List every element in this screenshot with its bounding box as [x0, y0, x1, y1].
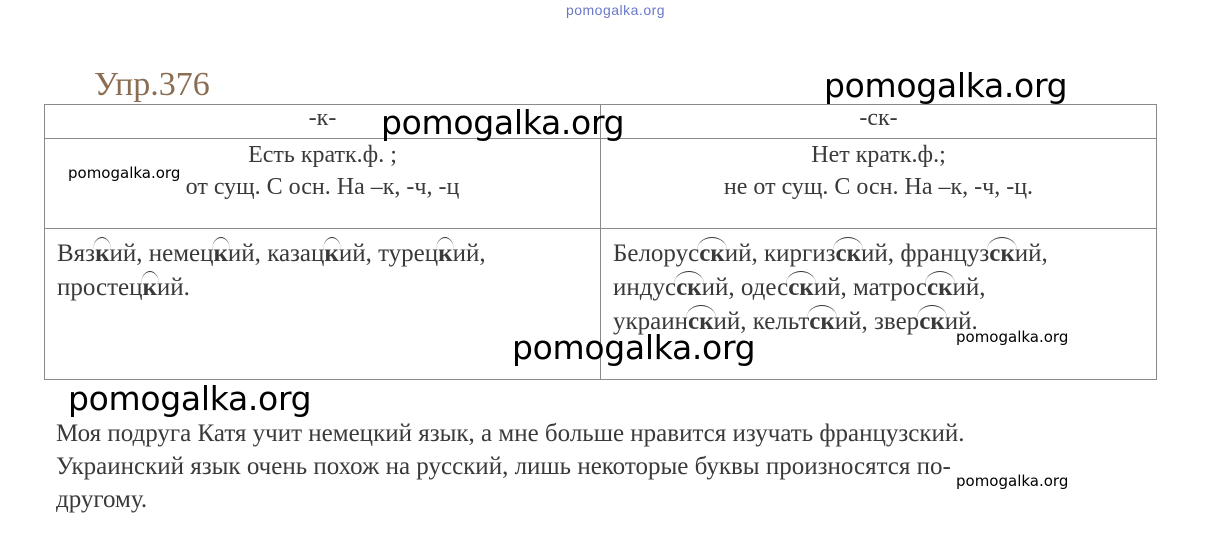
- suffix-arc: к: [214, 237, 228, 271]
- suffix-arc: к: [143, 271, 157, 305]
- word-left-2: немецкий,: [149, 240, 267, 267]
- header-url[interactable]: pomogalka.org: [565, 2, 666, 18]
- header-sk: -ск-: [601, 105, 1157, 139]
- suffix-arc: ск: [809, 305, 835, 339]
- word-right-1: Белорусский,: [613, 240, 764, 267]
- word-left-1: Вязкий,: [57, 240, 149, 267]
- word-left-4: турецкий,: [378, 240, 486, 267]
- word-right-8: кельтский,: [753, 308, 874, 335]
- suffix-arc: ск: [788, 271, 814, 305]
- word-right-7: украинский,: [613, 308, 753, 335]
- rule-left-line2: от сущ. С осн. На –к, -ч, -ц: [185, 174, 460, 200]
- answer-paragraph: [56, 417, 1136, 516]
- suffix-arc: к: [95, 237, 109, 271]
- header-k: -к-: [45, 105, 601, 139]
- paragraph-line-3: другому.: [56, 486, 148, 513]
- word-right-9: зверский.: [874, 308, 978, 335]
- suffix-arc: ск: [676, 271, 702, 305]
- watermark-rule-left: pomogalka.org: [68, 164, 181, 182]
- watermark-table-right: pomogalka.org: [956, 328, 1069, 346]
- paragraph-line-2: Украинский язык очень похож на русский, лишь некоторые буквы произносятся по-: [56, 453, 951, 480]
- suffix-arc: ск: [927, 271, 953, 305]
- watermark-para-right: pomogalka.org: [956, 472, 1069, 490]
- rule-right: [601, 139, 1157, 229]
- watermark-top-right: pomogalka.org: [824, 66, 1068, 105]
- paragraph-line-1: Моя подруга Катя учит немецкий язык, а мне больше нравится изучать французский.: [56, 420, 965, 447]
- suffix-arc: ск: [836, 237, 862, 271]
- suffix-arc: к: [438, 237, 452, 271]
- rule-left: [45, 139, 601, 229]
- word-right-2: киргизский,: [764, 240, 900, 267]
- word-right-6: матросский,: [853, 274, 986, 301]
- suffix-arc: к: [324, 237, 338, 271]
- word-left-5: простецкий.: [57, 274, 190, 301]
- suffix-arc: ск: [989, 237, 1015, 271]
- word-right-4: индусский,: [613, 274, 741, 301]
- watermark-table-mid: pomogalka.org: [512, 328, 756, 367]
- watermark-below-left: pomogalka.org: [68, 379, 312, 418]
- rule-right-line2: не от сущ. С осн. На –к, -ч, -ц.: [723, 174, 1034, 200]
- suffix-arc: ск: [688, 305, 714, 339]
- word-right-5: одесский,: [741, 274, 853, 301]
- watermark-table-header: pomogalka.org: [381, 103, 625, 142]
- rule-right-line1: Нет кратк.ф.;: [811, 142, 946, 168]
- rule-left-line1: Есть кратк.ф. ;: [248, 142, 397, 168]
- suffix-arc: ск: [919, 305, 945, 339]
- word-left-3: казацкий,: [267, 240, 378, 267]
- suffix-arc: ск: [699, 237, 725, 271]
- exercise-title: Упр.376: [94, 66, 210, 103]
- word-right-3: французский,: [900, 240, 1047, 267]
